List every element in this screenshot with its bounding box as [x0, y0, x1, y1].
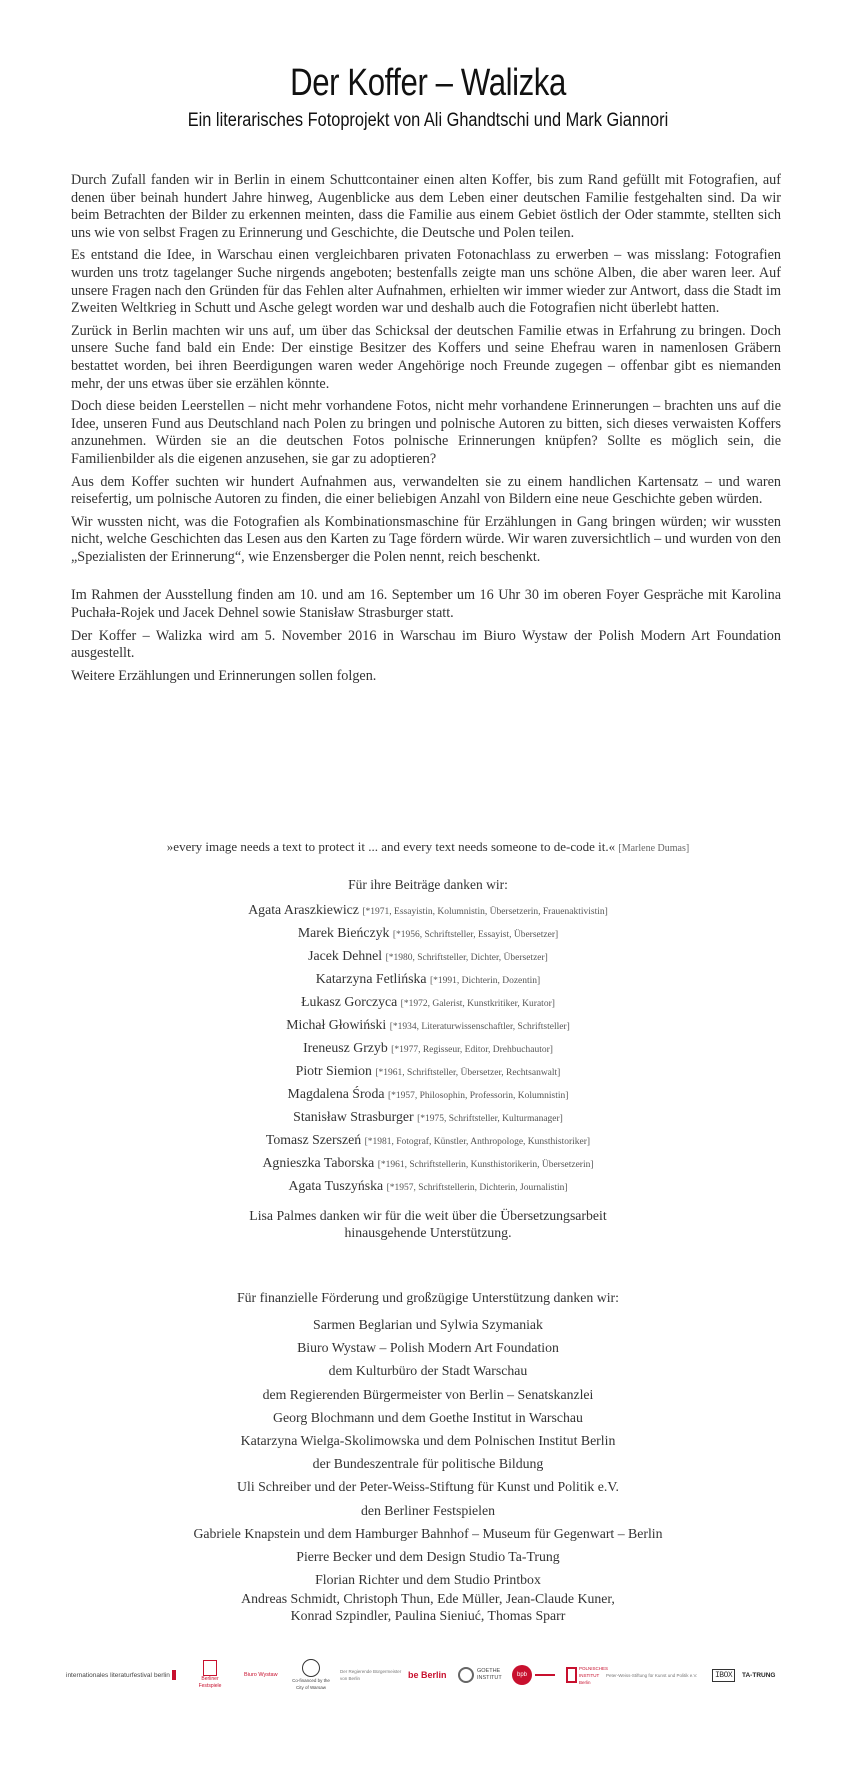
- paragraph: Durch Zufall fanden wir in Berlin in einem Schuttcontainer einen alten Koffer, bis zum Rand gefüllt mit Fotografien, auf denen über beinah hundert Jahre hinweg, Augenblicke aus dem Leben einer deutschen Familie festgehalten sind. Da wir beim Betrachten der Bilder zu erkennen meinten, dass die Familie aus einem Gebiet östlich der Oder stammte, stellten sich uns wie von selbst Fragen zu Erinnerung und Geschichte, die Deutsche und Polen teilen.: [71, 172, 781, 241]
- funder-item: Georg Blochmann und dem Goethe Institut in Warschau: [273, 1409, 583, 1425]
- contributor-info: [*1977, Regisseur, Editor, Drehbuchautor]: [391, 1045, 553, 1055]
- funder-item: dem Kulturbüro der Stadt Warschau: [328, 1363, 528, 1379]
- contributor-info: [*1934, Literaturwissenschaftler, Schriftsteller]: [389, 1022, 570, 1032]
- funder-item: der Bundeszentrale für politische Bildung: [312, 1456, 544, 1472]
- contributor-name: Piotr Siemion: [295, 1063, 372, 1078]
- funder-item: Katarzyna Wielga-Skolimowska und dem Polnischen Institut Berlin: [240, 1432, 616, 1448]
- paragraph: Zurück in Berlin machten wir uns auf, um über das Schicksal der deutschen Familie etwas in Erfahrung zu bringen. Doch unsere Suche fand bald ein Ende: Der einstige Besitzer des Koffers und seine Ehefrau waren in namenlosen Gräbern bestattet worden, bei ihren Beerdigungen waren weder Angehörige noch Freunde zugegen – offenbar gibt es niemanden mehr, der uns etwas über sie erzählen könnte.: [71, 322, 781, 392]
- contributor-name: Stanisław Strasburger: [293, 1109, 414, 1124]
- event-paragraph: Der Koffer – Walizka wird am 5. November 2016 in Warschau im Biuro Wystaw der Polish Modern Art Foundation ausgestellt.: [71, 627, 781, 662]
- be-berlin-logo-icon: be Berlin: [408, 1670, 447, 1680]
- paragraph: Es entstand die Idee, in Warschau einen vergleichbaren privaten Fotonachlass zu erwerben – was misslang: Fotografien wurden uns trotz tagelanger Suche nirgends angeboten; bestenfalls zeigte man uns schöne Alben, die aber waren leer. Auf unsere Fragen nach den Gründen für das Fehlen alter Aufnahmen, erhielten wir immer wieder zur Antwort, dass die Stadt im Zweiten Weltkrieg in Schutt und Asche gelegt worden war und deshalb auch die Fotografien nicht überlebt hatten.: [71, 247, 781, 317]
- page-title: Der Koffer – Walizka: [290, 62, 566, 104]
- contributor-item: [0, 921, 856, 944]
- funder-item: Florian Richter und dem Studio Printbox: [315, 1572, 541, 1588]
- goethe-institut-logo-icon: GOETHE INSTITUT: [458, 1655, 511, 1695]
- contributor-name: Ireneusz Grzyb: [303, 1040, 388, 1055]
- contributor-item: [0, 898, 856, 921]
- contributor-name: Łukasz Gorczyca: [301, 994, 398, 1009]
- paragraph: Aus dem Koffer suchten wir hundert Aufnahmen aus, verwandelten sie zu einem handlichen Kartensatz – und waren reisefertig, um polnische Autoren zu finden, die einer beliebigen Anzahl von Bildern eine neue Geschichte geben würden.: [71, 473, 781, 508]
- biuro-wystaw-logo-icon: Biuro Wystaw: [244, 1671, 278, 1678]
- contributor-info: [*1956, Schriftsteller, Essayist, Übersetzer]: [392, 930, 559, 940]
- contributor-item: [0, 944, 856, 967]
- contributor-name: Jacek Dehnel: [308, 948, 383, 963]
- individual-thanks: [0, 1590, 856, 1624]
- contributor-info: [*1961, Schriftsteller, Übersetzer, Rechtsanwalt]: [375, 1068, 561, 1078]
- polnisches-institut-logo-icon: POLNISCHES INSTITUT Berlin: [566, 1655, 607, 1695]
- translation-thanks-line: Lisa Palmes danken wir für die weit über die Übersetzungsarbeit: [249, 1208, 607, 1223]
- contributor-item: [0, 1013, 856, 1036]
- event-paragraph: Weitere Erzählungen und Erinnerungen sollen folgen.: [71, 667, 377, 684]
- contributor-name: Magdalena Środa: [287, 1086, 385, 1101]
- contributor-name: Tomasz Szerszeń: [265, 1132, 362, 1147]
- festival-logo-icon: internationales literaturfestival berlin: [66, 1655, 176, 1695]
- berlin-senat-logo-icon: Der Regierende Bürgermeister von Berlin: [340, 1669, 402, 1681]
- contributors-list: [0, 898, 856, 1197]
- funder-item: dem Regierenden Bürgermeister von Berlin – Senatskanzlei: [262, 1386, 594, 1402]
- contributor-name: Marek Bieńczyk: [297, 925, 390, 940]
- contributor-item: [0, 1036, 856, 1059]
- contributor-item: [0, 1059, 856, 1082]
- funder-item: Biuro Wystaw – Polish Modern Art Foundation: [297, 1340, 559, 1356]
- sponsor-logos: [66, 1655, 778, 1695]
- contributor-info: [*1957, Philosophin, Professorin, Kolumnistin]: [387, 1091, 569, 1101]
- ta-trung-logo-icon: TA-TRUNG: [742, 1671, 776, 1679]
- bpb-logo-icon: bpb: [512, 1655, 555, 1695]
- festival-mark: [172, 1670, 176, 1680]
- contributor-item: [0, 1128, 856, 1151]
- contributor-item: [0, 967, 856, 990]
- paragraph: Doch diese beiden Leerstellen – nicht mehr vorhandene Fotos, nicht mehr vorhandene Erinnerungen – brachten uns auf die Idee, unseren Fund aus Deutschland nach Polen zu bringen und polnische Autoren zu bitten, sich dieses verwaisten Koffers anzunehmen. Würden sie an die deutschen Fotos polnische Erinnerungen knüpfen? Sollte es möglich sein, die Familienbilder als die eigenen anzusehen, sie gar zu adoptieren?: [71, 398, 781, 467]
- funder-item: Sarmen Beglarian und Sylwia Szymaniak: [313, 1317, 543, 1332]
- peter-weiss-logo-icon: Peter-Weiss-Stiftung für Kunst und Politik e.V.: [606, 1672, 698, 1678]
- funding-heading: Für finanzielle Förderung und großzügige Unterstützung danken wir:: [236, 1290, 619, 1305]
- contributor-name: Agata Araszkiewicz: [248, 902, 359, 917]
- contributor-name: Michał Głowiński: [286, 1017, 387, 1032]
- individual-thanks-line: Konrad Szpindler, Paulina Sieniuć, Thomas Sparr: [290, 1608, 566, 1623]
- funders-list: [0, 1313, 856, 1591]
- page-subtitle: Ein literarisches Fotoprojekt von Ali Ghandtschi und Mark Giannori: [187, 110, 669, 131]
- festspiele-mark: [203, 1660, 217, 1676]
- warsaw-mark: [302, 1659, 320, 1677]
- translation-thanks-line: hinausgehende Unterstützung.: [344, 1225, 512, 1240]
- contributor-name: Agata Tuszyńska: [288, 1178, 384, 1193]
- bpb-line: [535, 1674, 555, 1676]
- project-description: [71, 172, 781, 690]
- event-paragraph: Im Rahmen der Ausstellung finden am 10. und am 16. September um 16 Uhr 30 im oberen Foyer Gespräche mit Karolina Puchała-Rojek und Jacek Dehnel sowie Stanisław Strasburger statt.: [71, 587, 781, 622]
- paragraph: Wir wussten nicht, was die Fotografien als Kombinationsmaschine für Erzählungen in Gang bringen würden; wir wussten nicht, welche Geschichten das Lesen aus den Karten zu Tage fördern würde. Wir waren zuversichtlich – und wurden von den „Spezialisten der Erinnerung“, wie Enzensberger die Polen nennt, reich beschenkt.: [71, 513, 781, 565]
- funder-item: den Berliner Festspielen: [360, 1502, 496, 1518]
- contributor-item: [0, 1082, 856, 1105]
- funder-item: Gabriele Knapstein und dem Hamburger Bahnhof – Museum für Gegenwart – Berlin: [193, 1525, 663, 1541]
- polnisches-mark: [566, 1667, 577, 1683]
- funder-item: Pierre Becker und dem Design Studio Ta-Trung: [296, 1548, 560, 1564]
- quote: [0, 839, 856, 855]
- contributor-info: [*1980, Schriftsteller, Dichter, Übersetzer]: [385, 953, 548, 963]
- warsaw-city-logo-icon: Co-financed by the City of Warsaw: [288, 1655, 334, 1695]
- quote-source: [Marlene Dumas]: [618, 843, 690, 854]
- contributor-info: [*1972, Galerist, Kunstkritiker, Kurator]: [400, 999, 555, 1009]
- contributor-info: [*1975, Schriftsteller, Kulturmanager]: [417, 1114, 563, 1124]
- festspiele-logo-icon: Berliner Festspiele: [190, 1655, 230, 1695]
- individual-thanks-line: Andreas Schmidt, Christoph Thun, Ede Müller, Jean-Claude Kuner,: [241, 1591, 615, 1606]
- contributor-info: [*1991, Dichterin, Dozentin]: [429, 976, 541, 986]
- contributor-item: [0, 1151, 856, 1174]
- contributor-name: Agnieszka Taborska: [262, 1155, 375, 1170]
- contributor-info: [*1971, Essayistin, Kolumnistin, Übersetzerin, Frauenaktivistin]: [362, 907, 608, 917]
- contributor-item: [0, 1105, 856, 1128]
- printbox-logo-icon: IBOX: [712, 1655, 735, 1695]
- contributor-item: [0, 990, 856, 1013]
- contributor-item: [0, 1174, 856, 1197]
- contributor-info: [*1981, Fotograf, Künstler, Anthropologe, Kunsthistoriker]: [364, 1137, 591, 1147]
- contributor-name: Katarzyna Fetlińska: [315, 971, 427, 986]
- contributors-heading: Für ihre Beiträge danken wir:: [348, 877, 508, 892]
- goethe-mark: [458, 1667, 474, 1683]
- contributor-info: [*1957, Schriftstellerin, Dichterin, Journalistin]: [386, 1183, 568, 1193]
- quote-text: »every image needs a text to protect it ... and every text needs someone to de-code it.«: [166, 839, 616, 854]
- contributor-info: [*1961, Schriftstellerin, Kunsthistorikerin, Übersetzerin]: [377, 1160, 594, 1170]
- translation-thanks: [0, 1207, 856, 1241]
- funder-item: Uli Schreiber und der Peter-Weiss-Stiftung für Kunst und Politik e.V.: [237, 1479, 619, 1495]
